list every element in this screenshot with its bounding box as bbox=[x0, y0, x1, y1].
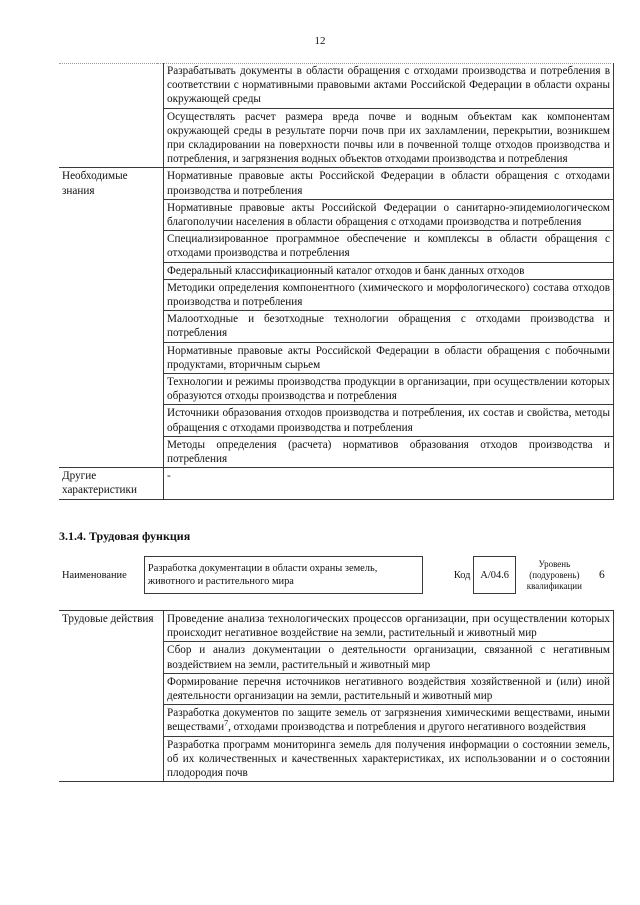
skills-knowledge-table bbox=[59, 63, 614, 500]
row-text: Разработка программ мониторинга земель для получения информации о состоянии земель, об их количественных и качественных характеристиках, их использовании и о состоянии плодородия почв bbox=[164, 736, 614, 782]
row-text: Источники образования отходов производства и потребления, их состав и свойства, методы обращения с отходами производства и потребления bbox=[164, 405, 614, 436]
row-text: Методы определения (расчета) нормативов образования отходов производства и потребления bbox=[164, 436, 614, 467]
table-row bbox=[59, 63, 614, 108]
name-value: Разработка документации в области охраны земель, животного и растительного мира bbox=[144, 557, 422, 594]
row-text: Проведение анализа технологических процессов организации, при осуществлении которых происходит негативное воздействие на земли, растительный и животный мир bbox=[164, 611, 614, 642]
labor-actions-table bbox=[59, 610, 614, 782]
section-title: 3.1.4. Трудовая функция bbox=[59, 529, 191, 543]
row-text-part: Разработка документов по защите земель от загрязнения химическими веществами, иными веществами bbox=[167, 707, 610, 734]
labor-function-header bbox=[59, 556, 611, 594]
level-value: 6 bbox=[599, 568, 605, 581]
row-text: Сбор и анализ документации о деятельности организации, связанной с негативным воздействием на земли, растительный и животный мир bbox=[164, 642, 614, 673]
row-label: Трудовые действия bbox=[59, 611, 164, 782]
row-label bbox=[59, 63, 164, 168]
name-label: Наименование bbox=[62, 569, 127, 581]
row-text: Нормативные правовые акты Российской Федерации в области обращения с отходами производства и потребления bbox=[164, 168, 614, 199]
row-text: Разрабатывать документы в области обращения с отходами производства и потребления в соответствии с нормативными правовыми актами Российской Федерации в области охраны окружающей среды bbox=[164, 63, 614, 108]
table-row bbox=[59, 611, 614, 642]
row-text: Осуществлять расчет размера вреда почве и водным объектам как компонентам окружающей среды в результате порчи почв при их захламлении, перекрытии, возникшем при складировании на поверхности почвы или в почвенной толще отходов производства и потребления, и загрязнения водных объектов отходами производства и потребления bbox=[164, 108, 614, 168]
row-label: Другие характеристики bbox=[59, 468, 164, 499]
level-label: Уровень (подуровень) квалификации bbox=[526, 558, 582, 591]
row-text: Нормативные правовые акты Российской Федерации о санитарно-эпидемиологическом благополучии населения в области обращения с отходами производства и потребления bbox=[164, 199, 614, 230]
row-text: Малоотходные и безотходные технологии обращения с отходами производства и потребления bbox=[164, 311, 614, 342]
row-text: Нормативные правовые акты Российской Федерации в области обращения с побочными продуктами, вторичным сырьем bbox=[164, 342, 614, 373]
row-text: Формирование перечня источников негативного воздействия хозяйственной и (или) иной деятельности организации на земли, растительный и животный мир bbox=[164, 673, 614, 704]
table-row bbox=[59, 468, 614, 499]
row-text-part: , отходами производства и потребления и другого негативного воздействия bbox=[228, 721, 586, 734]
footnote-mark: 7 bbox=[224, 718, 229, 728]
row-text bbox=[164, 705, 614, 736]
row-text: Методики определения компонентного (химического и морфологического) состава отходов производства и потребления bbox=[164, 279, 614, 310]
code-value: A/04.6 bbox=[474, 557, 515, 594]
table-row bbox=[59, 168, 614, 199]
code-label: Код bbox=[453, 569, 471, 581]
row-text: Федеральный классификационный каталог отходов и банк данных отходов bbox=[164, 262, 614, 279]
row-text: Технологии и режимы производства продукции в организации, при осуществлении которых образуются отходы производства и потребления bbox=[164, 374, 614, 405]
row-label: Необходимые знания bbox=[59, 168, 164, 468]
row-text: Специализированное программное обеспечение и комплексы в области обращения с отходами производства и потребления bbox=[164, 231, 614, 262]
page-number: 12 bbox=[314, 35, 326, 47]
row-text: - bbox=[164, 468, 614, 499]
